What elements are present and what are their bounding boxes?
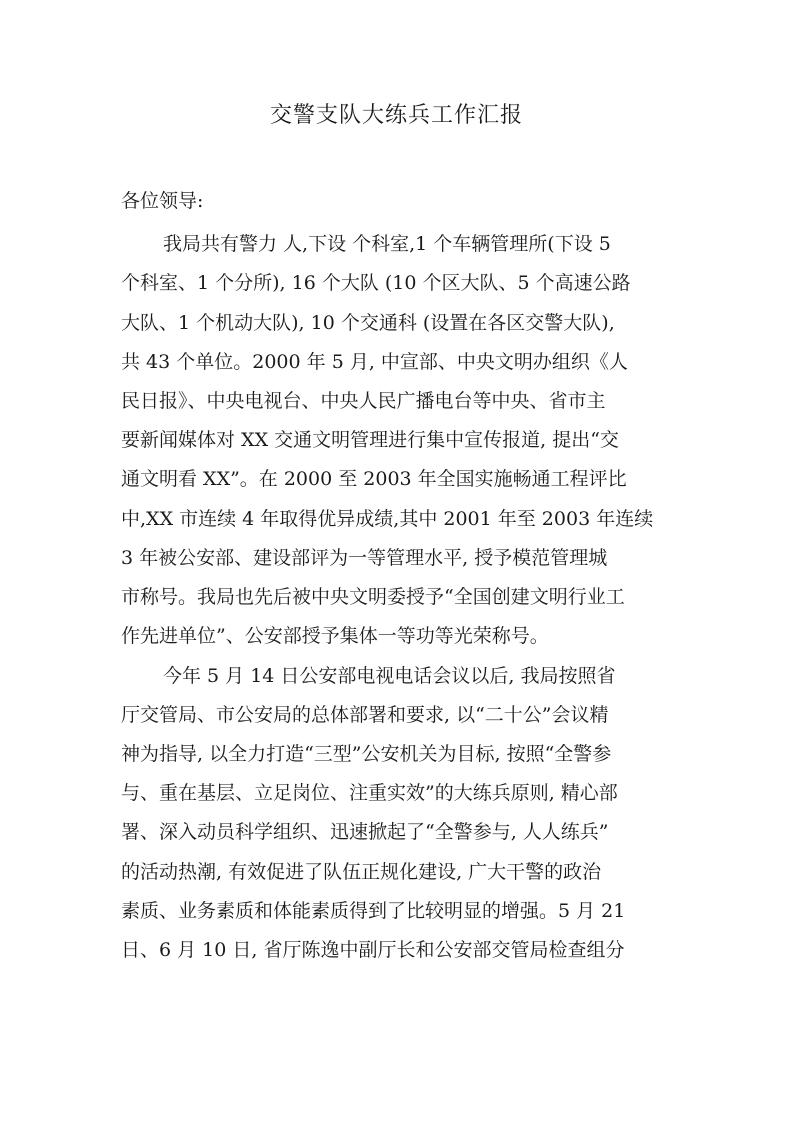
paragraph-line: 厅交管局、市公安局的总体部署和要求, 以“二十公”会议精: [121, 704, 609, 726]
paragraph-line: 署、深入动员科学组织、迅速掀起了“全警参与, 人人练兵”: [121, 821, 609, 843]
paragraph-line: 我局共有警力 人,下设 个科室,1 个车辆管理所(下设 5: [163, 233, 611, 255]
paragraph-line: 民日报》、中央电视台、中央人民广播电台等中央、省市主: [121, 390, 606, 412]
paragraph-line: 市称号。我局也先后被中央文明委授予“全国创建文明行业工: [121, 586, 625, 608]
paragraph-line: 共 43 个单位。2000 年 5 月, 中宣部、中央文明办组织《人: [121, 351, 628, 373]
paragraph-line: 中,XX 市连续 4 年取得优异成绩,其中 2001 年至 2003 年连续: [121, 508, 654, 530]
paragraph-line: 与、重在基层、立足岗位、注重实效”的大练兵原则, 精心部: [121, 782, 618, 804]
paragraph-line: 个科室、1 个分所), 16 个大队 (10 个区大队、5 个高速公路: [121, 272, 631, 294]
paragraph-line: 的活动热潮, 有效促进了队伍正规化建设, 广大干警的政治: [121, 861, 602, 883]
paragraph-line: 3 年被公安部、建设部评为一等管理水平, 授予模范管理城: [121, 547, 608, 569]
paragraph-line: 神为指导, 以全力打造“三型”公安机关为目标, 按照“全警参: [121, 743, 612, 765]
paragraph-line: 日、6 月 10 日, 省厅陈逸中副厅长和公安部交管局检查组分: [121, 939, 625, 961]
paragraph-line: 通文明看 XX”。在 2000 至 2003 年全国实施畅通工程评比: [121, 468, 627, 490]
document-title: 交警支队大练兵工作汇报: [269, 103, 523, 128]
paragraph-line: 今年 5 月 14 日公安部电视电话会议以后, 我局按照省: [163, 665, 616, 687]
paragraph-line: 素质、业务素质和体能素质得到了比较明显的增强。5 月 21: [121, 900, 626, 922]
paragraph-line: 作先进单位”、公安部授予集体一等功等光荣称号。: [121, 625, 549, 647]
salutation: 各位领导:: [121, 190, 204, 212]
paragraph-line: 要新闻媒体对 XX 交通文明管理进行集中宣传报道, 提出“交: [121, 429, 619, 451]
paragraph-line: 大队、1 个机动大队), 10 个交通科 (设置在各区交警大队),: [121, 312, 615, 334]
